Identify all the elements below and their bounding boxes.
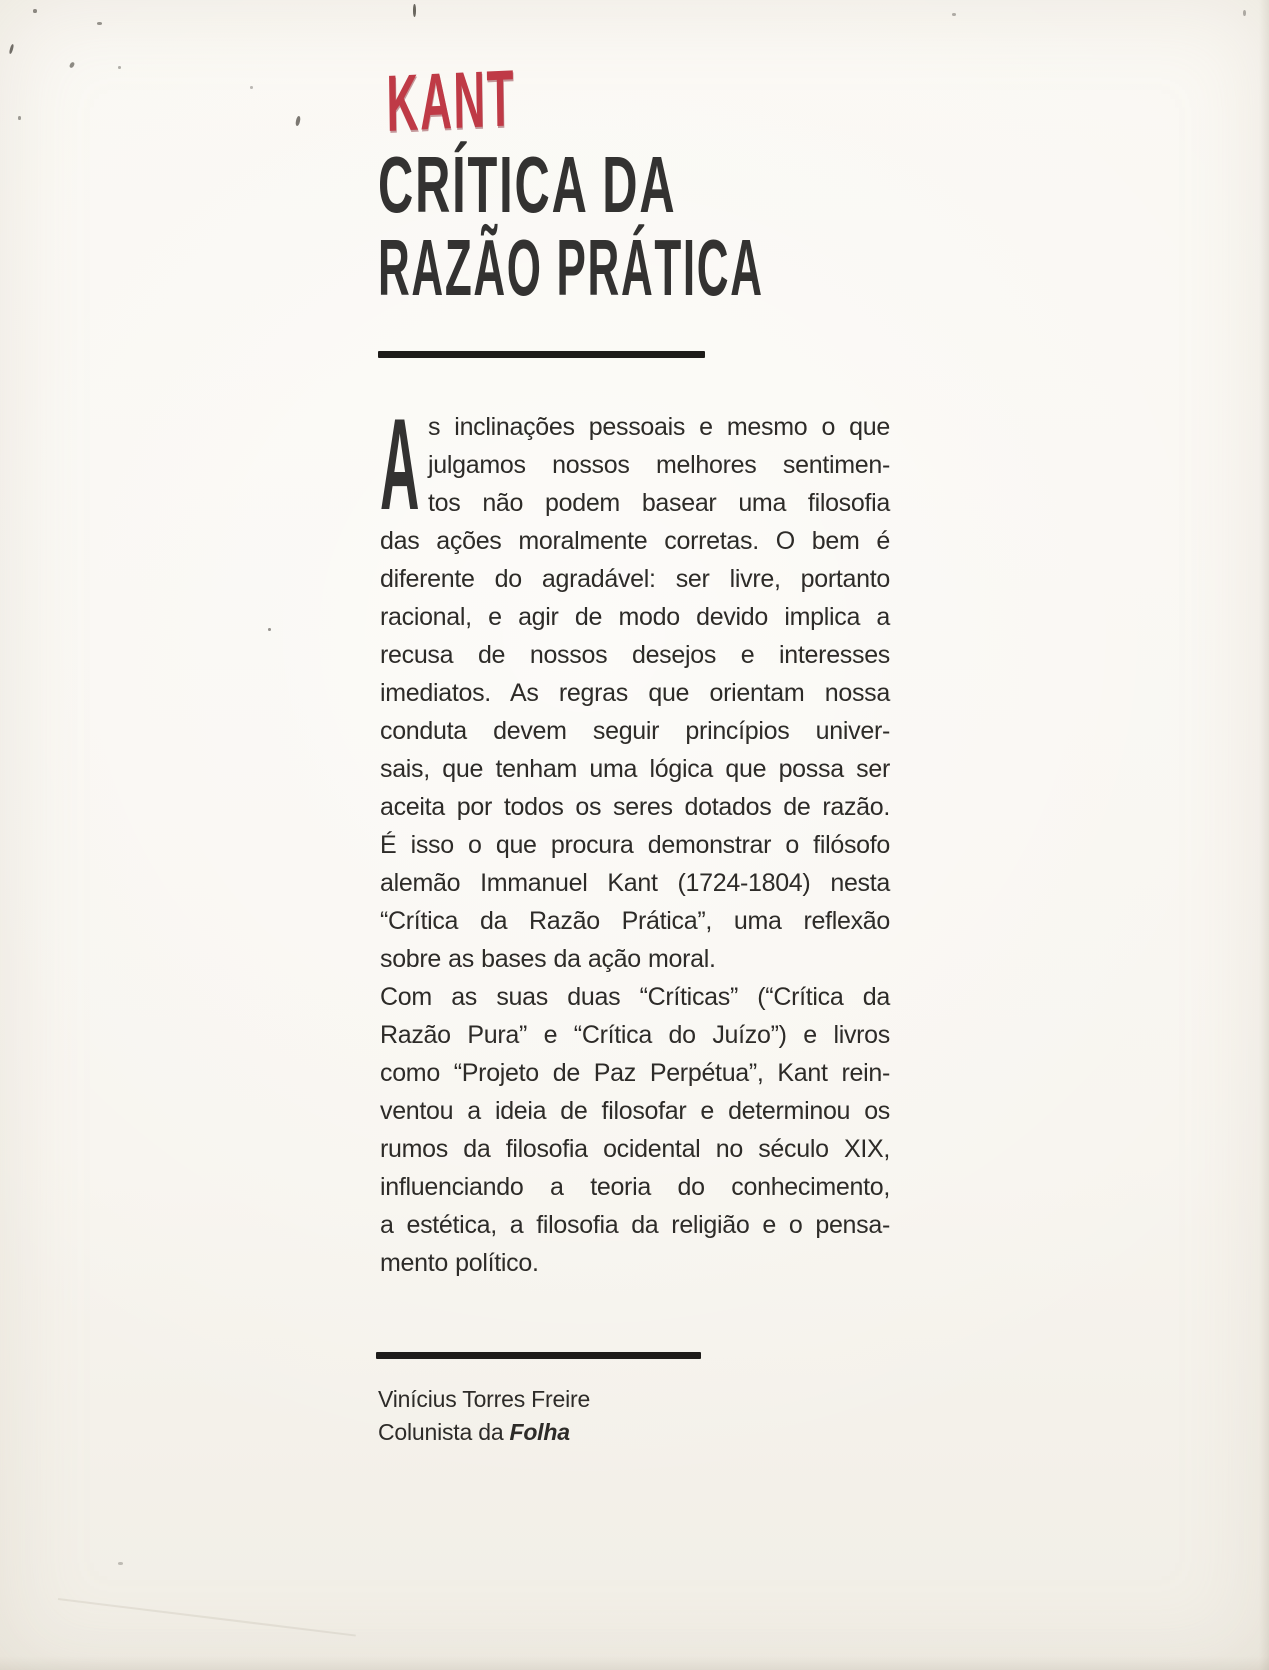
body-line: das ações moralmente corretas. O bem é xyxy=(380,527,890,555)
credit-role xyxy=(378,1416,590,1449)
body-line: conduta devem seguir princípios univer- xyxy=(380,717,890,745)
body-line: sais, que tenham uma lógica que possa ser xyxy=(380,755,890,783)
book-title-line-1: CRÍTICA DA xyxy=(378,140,677,229)
body-line: a estética, a filosofia da religião e o pensa- xyxy=(380,1211,890,1239)
book-author-title: KANT xyxy=(385,53,516,148)
scan-speck xyxy=(69,61,76,68)
drop-cap: A xyxy=(380,391,420,537)
body-line: influenciando a teoria do conhecimento, xyxy=(380,1173,890,1201)
paragraph xyxy=(380,391,890,978)
scan-speck xyxy=(118,1562,123,1565)
body-line: “Crítica da Razão Prática”, uma reflexão xyxy=(380,907,890,935)
scan-speck xyxy=(413,4,416,17)
scan-speck xyxy=(97,22,102,25)
body-text xyxy=(380,391,890,1282)
scan-speck xyxy=(952,13,956,16)
title-rule xyxy=(378,351,705,358)
body-line: aceita por todos os seres dotados de razão. xyxy=(380,793,890,821)
scan-speck xyxy=(18,116,21,120)
credit-block xyxy=(378,1383,590,1449)
body-line: julgamos nossos melhores sentimen- xyxy=(428,451,890,479)
body-line: racional, e agir de modo devido implica a xyxy=(380,603,890,631)
credit-publication: Folha xyxy=(509,1419,570,1445)
footer-rule xyxy=(376,1352,701,1359)
scan-speck xyxy=(250,86,253,89)
body-line: É isso o que procura demonstrar o filósofo xyxy=(380,831,890,859)
body-line: s inclinações pessoais e mesmo o que xyxy=(428,413,890,441)
scan-crease xyxy=(58,1598,356,1637)
scan-speck xyxy=(295,116,301,127)
body-line: rumos da filosofia ocidental no século XIX, xyxy=(380,1135,890,1163)
paragraph xyxy=(380,978,890,1282)
scan-speck xyxy=(268,628,271,631)
body-line: recusa de nossos desejos e interesses xyxy=(380,641,890,669)
body-line: tos não podem basear uma filosofia xyxy=(428,489,890,517)
scan-speck xyxy=(9,44,15,54)
body-line: alemão Immanuel Kant (1724-1804) nesta xyxy=(380,869,890,897)
body-line: ventou a ideia de filosofar e determinou os xyxy=(380,1097,890,1125)
page-edge-shading xyxy=(0,1656,1269,1670)
credit-author: Vinícius Torres Freire xyxy=(378,1386,591,1412)
scan-speck xyxy=(33,9,37,13)
book-title-line-2: RAZÃO PRÁTICA xyxy=(378,223,764,312)
body-line: diferente do agradável: ser livre, portanto xyxy=(380,565,890,593)
body-line: imediatos. As regras que orientam nossa xyxy=(380,679,890,707)
body-line: sobre as bases da ação moral. xyxy=(380,945,716,973)
body-line: como “Projeto de Paz Perpétua”, Kant rein- xyxy=(380,1059,890,1087)
body-line: Com as suas duas “Críticas” (“Crítica da xyxy=(380,983,890,1011)
page-edge-shading xyxy=(1259,0,1269,1670)
scan-speck xyxy=(118,66,121,69)
scan-speck xyxy=(1243,10,1246,16)
body-line: Razão Pura” e “Crítica do Juízo”) e livros xyxy=(380,1021,890,1049)
credit-role-text: Colunista da xyxy=(378,1419,504,1445)
body-line: mento político. xyxy=(380,1249,539,1277)
